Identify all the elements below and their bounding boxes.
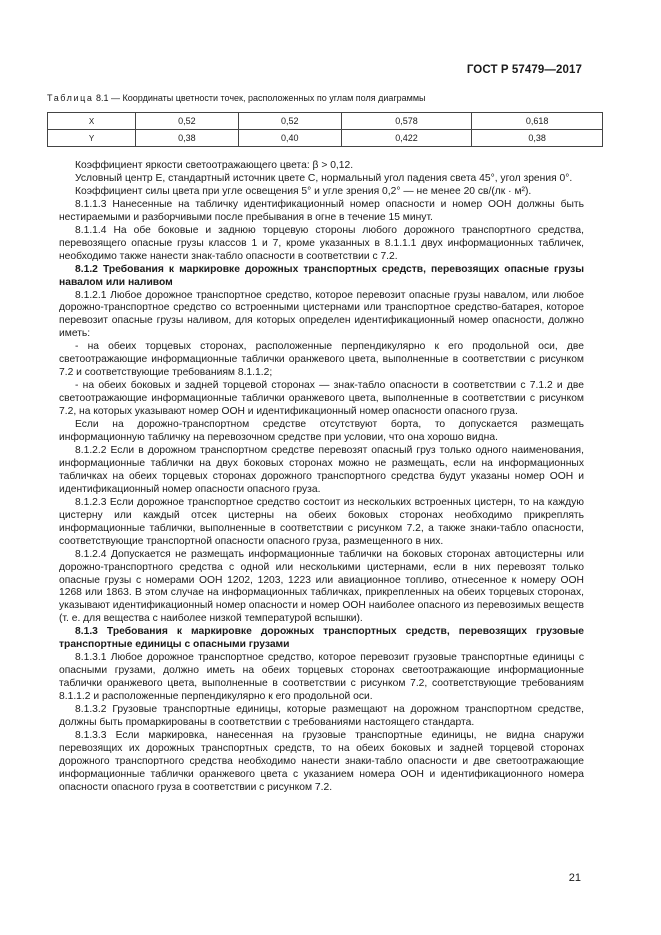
table-caption-text: 8.1 — Координаты цветности точек, расположенных по углам поля диаграммы — [93, 93, 426, 103]
paragraph: 8.1.2.3 Если дорожное транспортное средство состоит из нескольких встроенных цистерн, то на каждую цистерну или каждый отсек цистерны на обеих боковых сторонах необходимо прикреплять информационные таблички, выполненные в соответствии с рисунком 7.2, а также знаки-табло опасности, соответствующие транспортной опасности опасного груза, размещенного в них. — [59, 496, 584, 547]
table-caption-prefix: Таблица — [47, 93, 94, 103]
table-cell: 0,618 — [472, 113, 603, 130]
table-caption — [47, 93, 426, 103]
table-cell: 0,52 — [136, 113, 239, 130]
standard-number: ГОСТ Р 57479—2017 — [466, 64, 582, 76]
table-cell: 0,38 — [472, 130, 603, 147]
table-cell: 0,52 — [238, 113, 341, 130]
paragraph: 8.1.3.1 Любое дорожное транспортное средство, которое перевозит грузовые транспортные единицы с опасными грузами, должно иметь на обеих торцевых сторонах светоотражающие информационные таблички оранжевого цвета, выполненные в соответствии с рисунком 7.2, соответствующие требованиям 8.1.1.2 и расположенные перпендикулярно к его продольной оси. — [59, 652, 584, 703]
row-label: X — [48, 113, 136, 130]
list-item: - на обеих боковых и задней торцевой сторонах — знак-табло опасности в соответствии с 7.1.2 и две светоотражающие информационные таблички оранжевого цвета, выполненные в соответствии с рисунком 7.2, на которых указывают номер ООН и идентификационный номер опасности опасного груза. — [59, 380, 584, 418]
row-label: Y — [48, 130, 136, 147]
paragraph: Коэффициент силы цвета при угле освещения 5° и угле зрения 0,2° — не менее 20 св/(лк · м²). — [75, 185, 532, 197]
paragraph: 8.1.1.4 На обе боковые и заднюю торцевую стороны любого дорожного транспортного средства, перевозящего опасные грузы классов 1 и 7, кроме указанных в 8.1.1.1 двух информационных табличек, необходимо также нанести знак-табло опасности в соответствии с 7.2. — [59, 224, 584, 262]
paragraph: 8.1.2.2 Если в дорожном транспортном средстве перевозят опасный груз только одного наименования, информационные таблички на двух боковых сторонах можно не размещать, если на информационных табличках на обеих торцевых сторонах дорожного транспортного средства будут указаны номер ООН и идентификационный номер опасности опасного груза. — [59, 444, 584, 495]
table-cell: 0,40 — [238, 130, 341, 147]
list-item: - на обеих торцевых сторонах, расположенные перпендикулярно к его продольной оси, две светоотражающие информационные таблички оранжевого цвета, выполненные в соответствии с рисунком 7.2 и соответствующие требованиям 8.1.1.2; — [59, 341, 584, 379]
paragraph: 8.1.2.1 Любое дорожное транспортное средство, которое перевозит опасные грузы навалом, или любое дорожно-транспортное средство со встроенными цистернами или транспортное средство-батарея, которое перевозит опасные грузы наливом, для которых определен идентификационный номер опасности, должно иметь: — [59, 289, 584, 340]
table-cell: 0,578 — [341, 113, 472, 130]
paragraph: Если на дорожно-транспортном средстве отсутствуют борта, то допускается размещать информационную табличку на перевозочном средстве при условии, что она хорошо видна. — [59, 419, 584, 444]
page-number: 21 — [568, 872, 581, 884]
paragraph: 8.1.2.4 Допускается не размещать информационные таблички на боковых сторонах автоцистерны или дорожно-транспортного средства с одной или несколькими цистернами, если в них перевозят только опасные грузы с номерами ООН 1202, 1203, 1223 или авиационное топливо, отнесенное к номеру ООН 1268 или 1863. В этом случае на информационных табличках, прикрепленных на обеих торцевых сторонах, указывают идентификационный номер опасности и номер ООН наиболее опасного из перевозимых веществ (т. е. для вещества с наиболее низкой температурой вспышки). — [59, 548, 584, 625]
document-body — [59, 160, 584, 795]
table-row — [48, 130, 603, 147]
section-heading: 8.1.2 Требования к маркировке дорожных транспортных средств, перевозящих опасные грузы навалом или наливом — [59, 263, 584, 288]
section-heading: 8.1.3 Требования к маркировке дорожных транспортных средств, перевозящих грузовые транспортные единицы с опасными грузами — [59, 626, 584, 651]
paragraph: 8.1.3.3 Если маркировка, нанесенная на грузовые транспортные единицы, не видна снаружи перевозящих их дорожных транспортных средств, то на обеих боковых и задней торцевой сторонах дорожного транспортного средства необходимо нанести знаки-табло опасности и две светоотражающие информационные таблички оранжевого цвета с указанием номера ООН и идентификационного номера опасности опасного груза в соответствии с рисунком 7.2. — [59, 729, 584, 793]
paragraph: 8.1.3.2 Грузовые транспортные единицы, которые размещают на дорожном транспортном средстве, должны быть промаркированы в соответствии с требованиями настоящего стандарта. — [59, 704, 584, 728]
table-cell: 0,422 — [341, 130, 472, 147]
paragraph: 8.1.1.3 Нанесенные на табличку идентификационный номер опасности и номер ООН должны быть нестираемыми и разборчивыми после пребывания в огне в течение 15 минут. — [59, 198, 584, 223]
table-cell: 0,38 — [136, 130, 239, 147]
table-row — [48, 113, 603, 130]
paragraph: Коэффициент яркости светоотражающего цвета: β > 0,12. — [75, 160, 354, 171]
paragraph: Условный центр Е, стандартный источник цвете С, нормальный угол падения света 45°, угол зрения 0°. — [75, 172, 573, 184]
chromaticity-table — [47, 112, 603, 147]
